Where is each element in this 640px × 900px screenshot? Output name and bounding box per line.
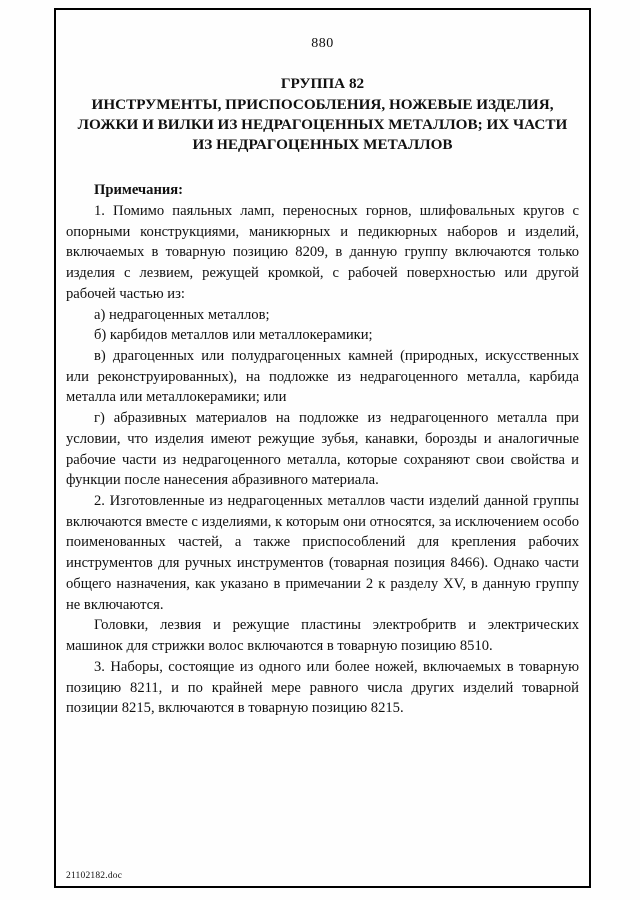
note-3-paragraph: 3. Наборы, состоящие из одного или более ножей, включаемых в товарную позицию 8211, и по крайней мере равного числа других изделий товарной позиции 8215, включаются в товарную позицию 8215. — [66, 658, 579, 717]
note-1-paragraph: 1. Помимо паяльных ламп, переносных горнов, шлифовальных кругов с опорными конструкциями, маникюрных и педикюрных наборов и изделий, включаемых в товарную позицию 8209, в данную группу включаются только изделия с лезвием, режущей кромкой, с рабочей поверхностью или другой рабочей частью из: — [66, 202, 579, 302]
notes-body — [66, 180, 579, 719]
page-border-frame — [54, 8, 591, 888]
note-1-item-v: в) драгоценных или полудрагоценных камней (природных, искусственных или реконструированных), на подложке из недрагоценного металла, карбида металла или металлокерамики; или — [66, 348, 579, 406]
chapter-group-number: ГРУППА 82 — [280, 75, 365, 92]
note-1-item-a: а) недрагоценных металлов; — [94, 306, 270, 323]
note-2-paragraph: 2. Изготовленные из недрагоценных металлов части изделий данной группы включаются вместе с изделиями, к которым они относятся, за исключением особо поименованных частей, а также приспособлений для крепления рабочих инструментов для ручных инструментов (товарная позиция 8466). Однако части общего назначения, как указано в примечании 2 к разделу XV, в данную группу не включаются. — [66, 493, 579, 613]
note-1-item-g: г) абразивных материалов на подложке из недрагоценного металла при условии, что изделия имеют режущие зубья, канавки, борозды и аналогичные рабочие части из недрагоценного металла, которые сохраняют свои свойства и функции после нанесения абразивного материала. — [66, 410, 579, 489]
page-content-area — [56, 10, 589, 886]
note-1-item-b: б) карбидов металлов или металлокерамики; — [94, 327, 373, 344]
notes-heading: Примечания: — [94, 182, 184, 199]
note-2-continuation-paragraph: Головки, лезвия и режущие пластины электробритв и электрических машинок для стрижки волос включаются в товарную позицию 8510. — [66, 617, 579, 655]
page-number: 880 — [311, 36, 334, 51]
chapter-title-block — [66, 74, 579, 155]
chapter-heading: ИНСТРУМЕНТЫ, ПРИСПОСОБЛЕНИЯ, НОЖЕВЫЕ ИЗДЕЛИЯ, ЛОЖКИ И ВИЛКИ ИЗ НЕДРАГОЦЕННЫХ МЕТАЛЛОВ; ИХ ЧАСТИ ИЗ НЕДРАГОЦЕННЫХ МЕТАЛЛОВ — [77, 96, 568, 154]
footer-filename: 21102182.doc — [66, 871, 123, 881]
